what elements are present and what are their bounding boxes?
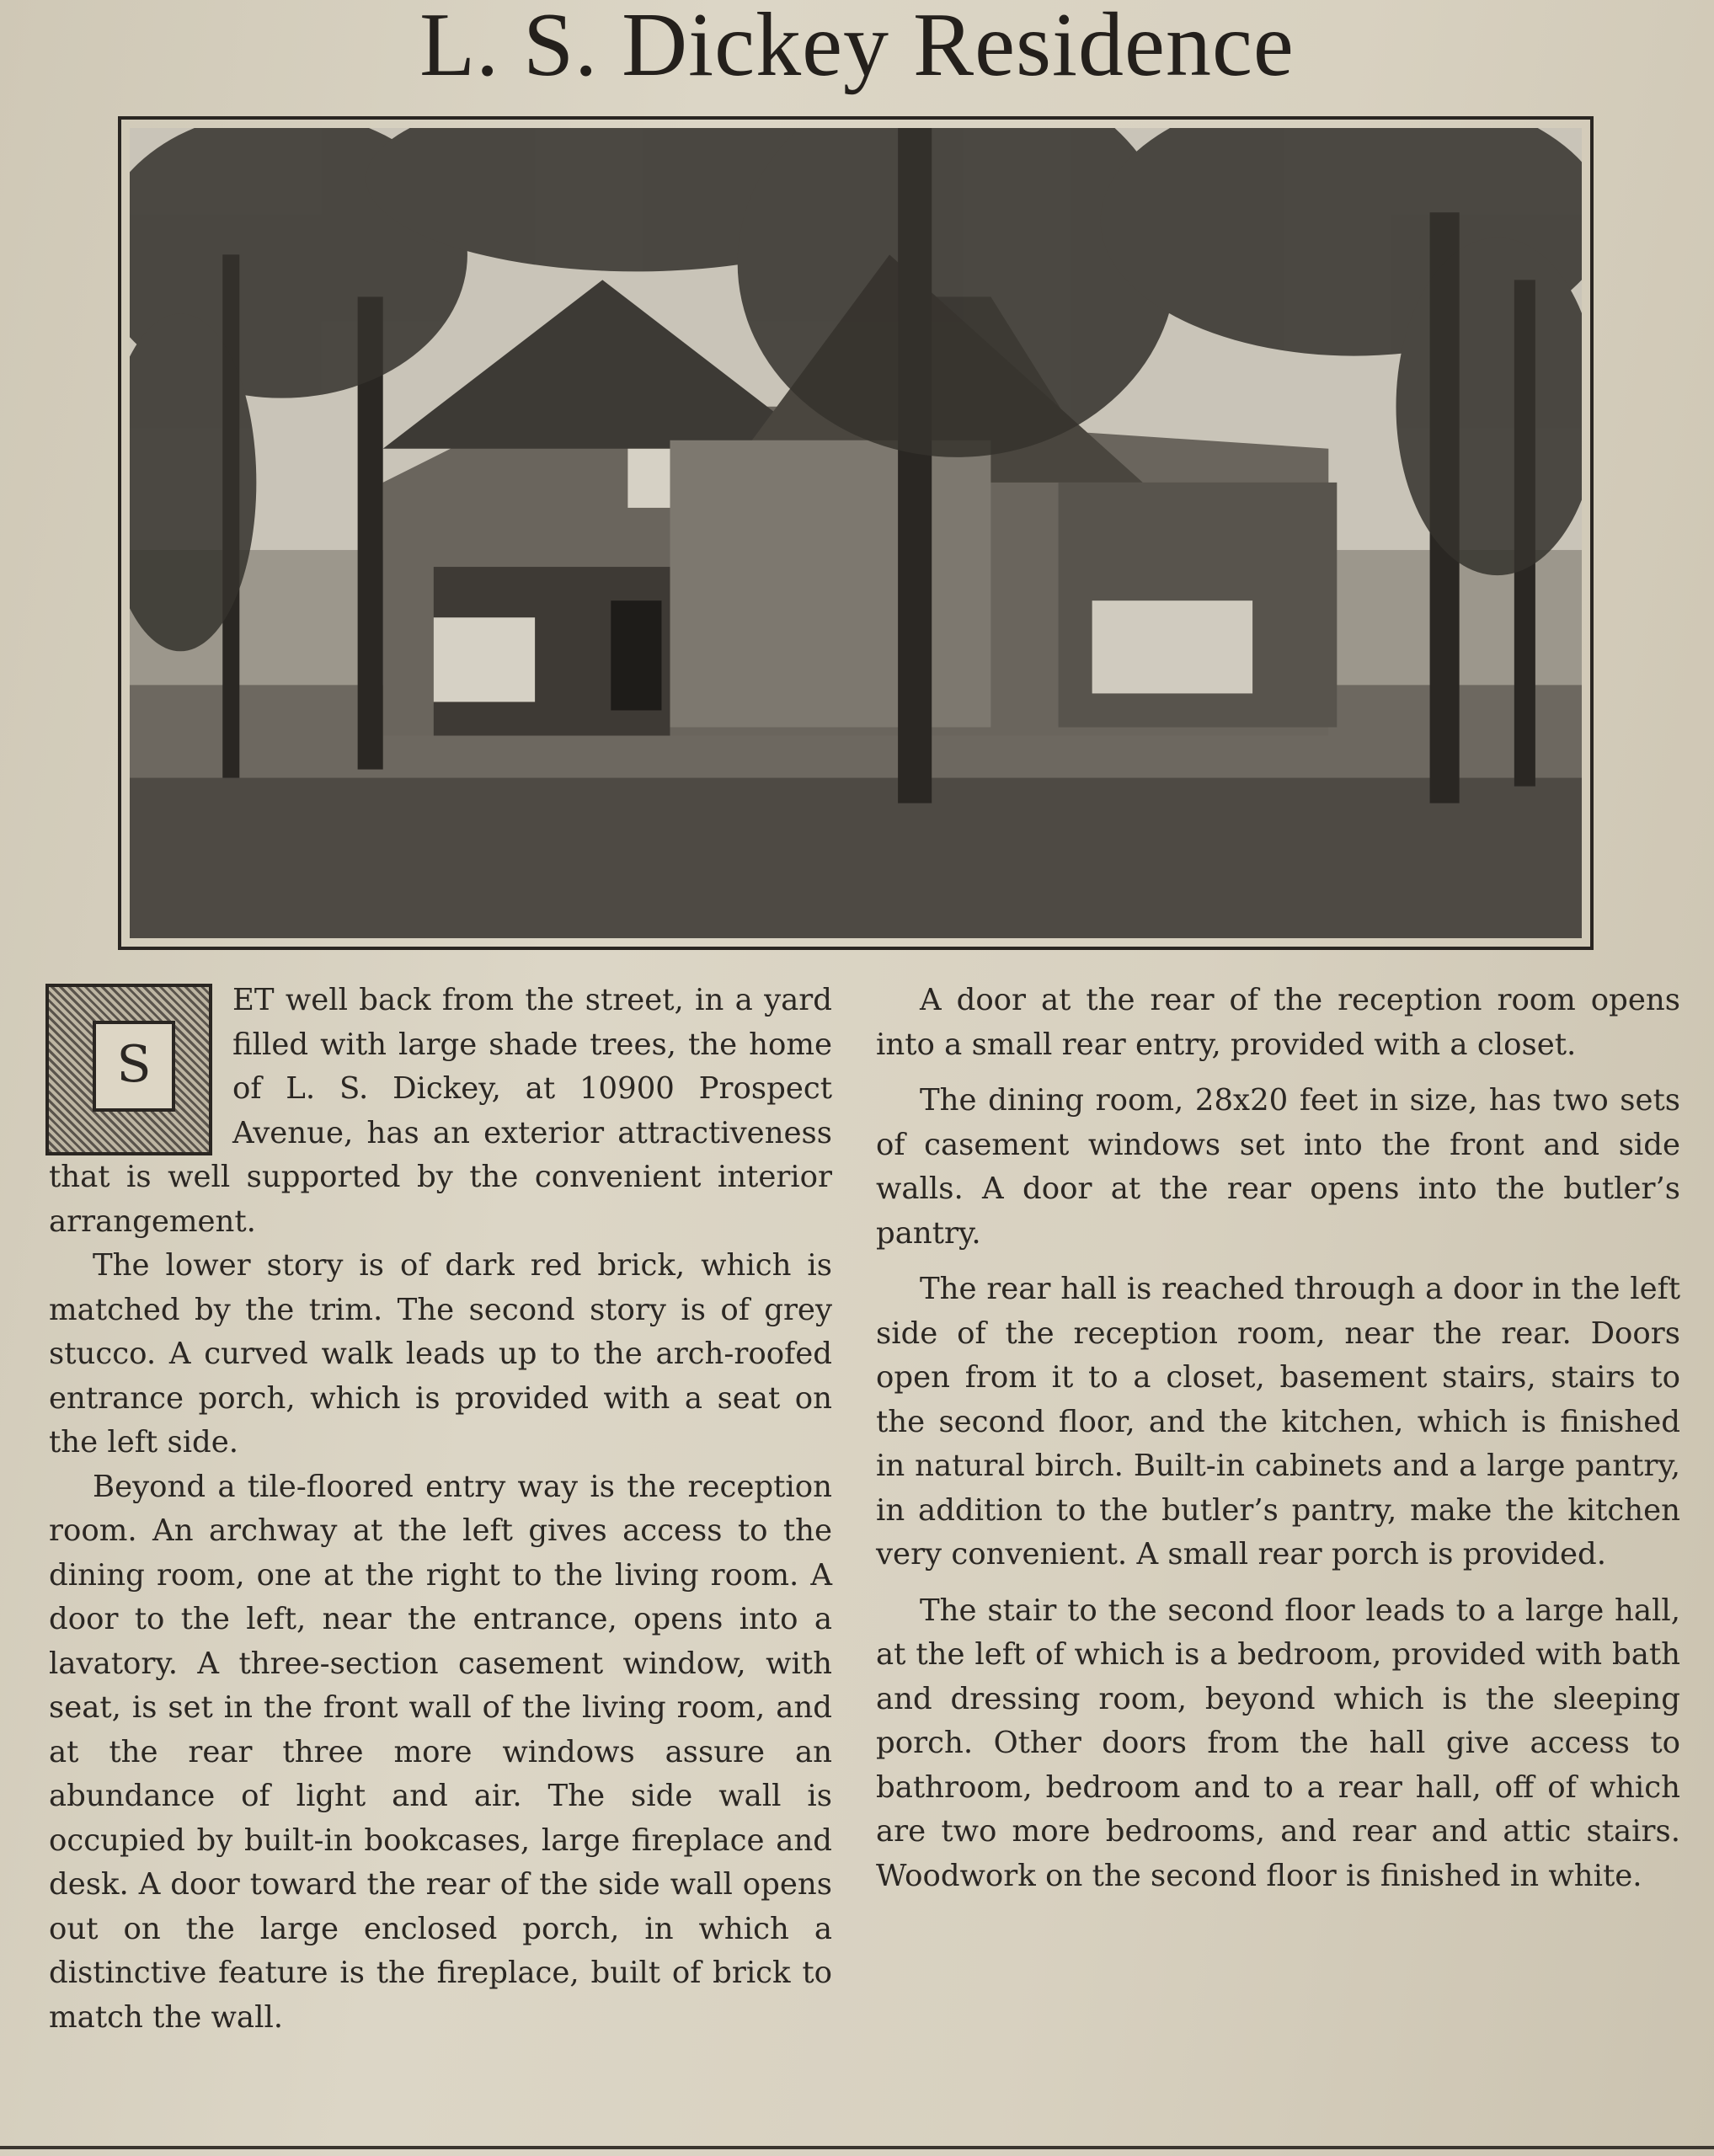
drop-cap-letter: S [93,1021,175,1112]
paragraph: The rear hall is reached through a door in the left side of the reception room, near the rear. Doors open from it to a closet, basement stairs, stairs to the second floor, and the kitchen, which is finished in natural birch. Built-in cabinets and a large pantry, in addition to the butler’s pantry, make the kitchen very convenient. A small rear porch is provided. [876,1272,1680,1572]
ornamental-drop-cap [45,984,212,1155]
left-text-column [49,979,832,2040]
paragraph: The stair to the second floor leads to a large hall, at the left of which is a bedroom, provided with bath and dressing room, beyond which is the sleeping porch. Other doors from the hall give access to bathroom, bedroom and to a rear hall, off of which are two more bedrooms, and rear and attic stairs. Woodwork on the second floor is finished in white. [876,1593,1680,1893]
paragraph: The lower story is of dark red brick, which is matched by the trim. The second story is of grey stucco. A curved walk leads up to the arch-roofed entrance porch, which is provided with a seat on the left side. [49,1248,832,1460]
bottom-rule [0,2146,1714,2149]
paragraph: A door at the rear of the reception room opens into a small rear entry, provided with a closet. [876,983,1680,1062]
house-photograph [118,116,1594,950]
paragraph: Beyond a tile-floored entry way is the reception room. An archway at the left gives access to the dining room, one at the right to the living room. A door to the left, near the entrance, opens into a lavatory. A three-section casement window, with seat, is set in the front wall of the living room, and at the rear three more windows assure an abundance of light and air. The side wall is occupied by built-in bookcases, large fireplace and desk. A door toward the rear of the side wall opens out on the large enclosed porch, in which a distinctive feature is the fireplace, built of brick to match the wall. [49,1469,832,2035]
page-title: L. S. Dickey Residence [419,0,1295,95]
paragraph: The dining room, 28x20 feet in size, has two sets of casement windows set into the front and side walls. A door at the rear opens into the butler’s pantry. [876,1083,1680,1251]
paragraph: ET well back from the street, in a yard filled with large shade trees, the home of L. S. Dickey, at 10900 Prospect Avenue, has an exterior attractiveness that is well supported by the convenient interior arrangement. [49,983,832,1239]
right-text-column [876,979,1680,1898]
house-photo-image [130,128,1582,938]
